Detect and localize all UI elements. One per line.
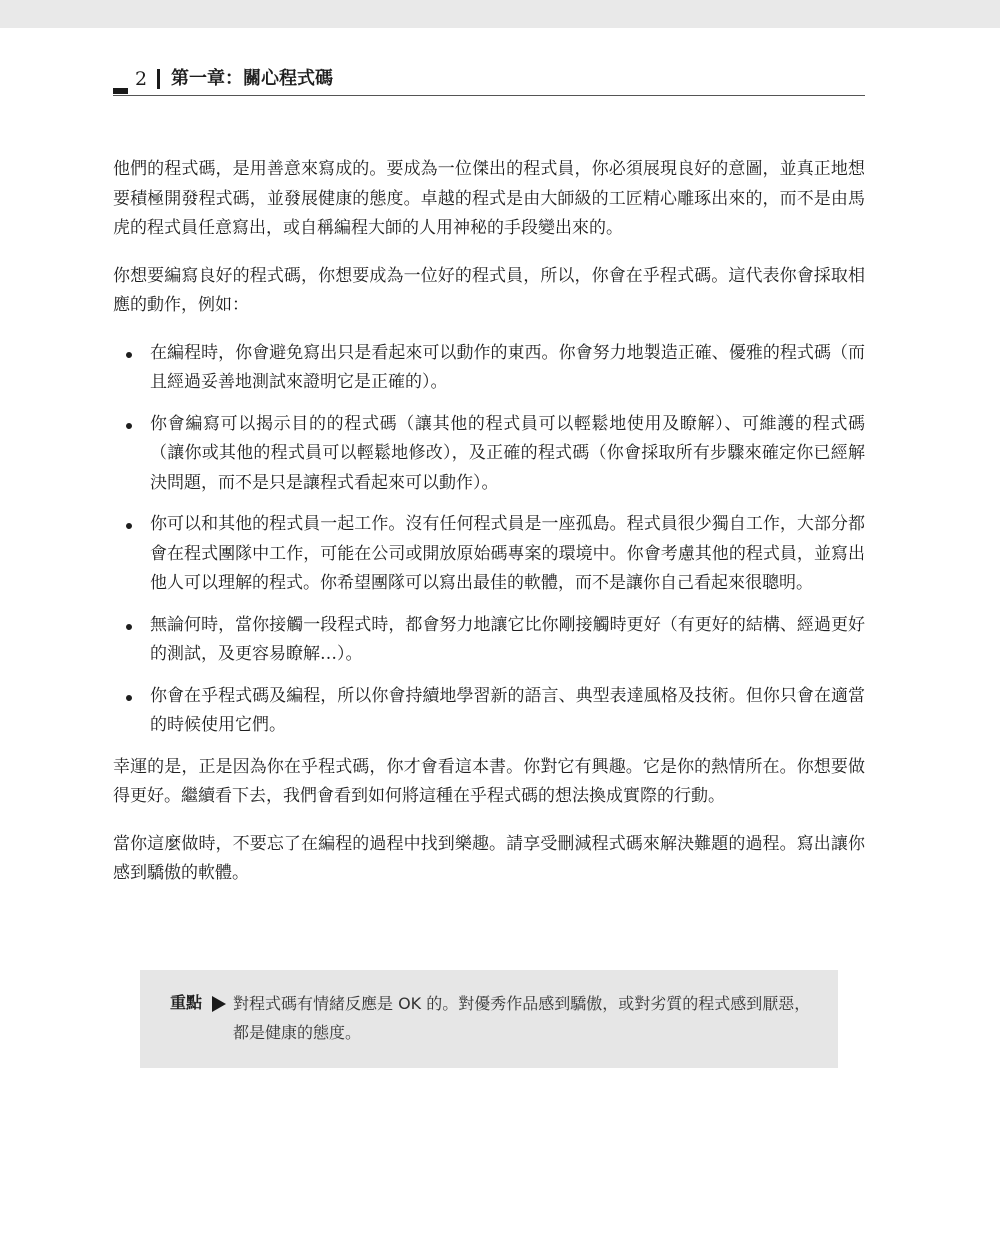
bullet-dot-icon: [126, 695, 132, 701]
list-item: [113, 682, 865, 741]
key-point-text: 對程式碼有情緒反應是 OK 的。對優秀作品感到驕傲，或對劣質的程式感到厭惡，都是健康的態度。: [233, 994, 811, 1042]
paragraph-intro: 他們的程式碼，是用善意來寫成的。要成為一位傑出的程式員，你必須展現良好的意圖，並真正地想要積極開發程式碼，並發展健康的態度。卓越的程式是由大師級的工匠精心雕琢出來的，而不是由馬虎的程式員任意寫出，或自稱編程大師的人用神秘的手段變出來的。: [113, 159, 865, 238]
list-item: [113, 611, 865, 670]
running-header: [113, 66, 865, 96]
list-item-text: 無論何時，當你接觸一段程式時，都會努力地讓它比你剛接觸時更好（有更好的結構、經過更好的測試，及更容易瞭解…）。: [150, 614, 865, 664]
key-point-box: [140, 970, 838, 1068]
paragraph-lucky: 幸運的是，正是因為你在乎程式碼，你才會看這本書。你對它有興趣。它是你的熱情所在。你想要做得更好。繼續看下去，我們會看到如何將這種在乎程式碼的想法換成實際的行動。: [113, 756, 865, 806]
bullet-list: [113, 339, 865, 741]
header-marker: [113, 88, 128, 94]
arrow-right-icon: [212, 996, 226, 1012]
bullet-dot-icon: [126, 624, 132, 630]
list-item-text: 在編程時，你會避免寫出只是看起來可以動作的東西。你會努力地製造正確、優雅的程式碼（而且經過妥善地測試來證明它是正確的）。: [150, 342, 865, 392]
paragraph-fun: 當你這麼做時，不要忘了在編程的過程中找到樂趣。請享受刪減程式碼來解決難題的過程。寫出讓你感到驕傲的軟體。: [113, 833, 865, 883]
list-item-text: 你可以和其他的程式員一起工作。沒有任何程式員是一座孤島。程式員很少獨自工作，大部分都會在程式團隊中工作，可能在公司或開放原始碼專案的環境中。你會考慮其他的程式員，並寫出他人可以理解的程式。你希望團隊可以寫出最佳的軟體，而不是讓你自己看起來很聰明。: [150, 514, 865, 593]
page-top-band: [0, 0, 1000, 28]
header-rule: [113, 95, 865, 96]
page-number: 2: [135, 68, 148, 90]
bullet-dot-icon: [126, 352, 132, 358]
list-item: [113, 510, 865, 599]
list-item-text: 你會在乎程式碼及編程，所以你會持續地學習新的語言、典型表達風格及技術。但你只會在適當的時候使用它們。: [150, 685, 865, 735]
paragraph-care: 你想要編寫良好的程式碼，你想要成為一位好的程式員，所以，你會在乎程式碼。這代表你會採取相應的動作，例如：: [113, 265, 865, 315]
header-separator: [157, 69, 160, 89]
body-text: [113, 155, 865, 907]
list-item: [113, 339, 865, 398]
bullet-dot-icon: [126, 523, 132, 529]
list-item: [113, 410, 865, 499]
bullet-dot-icon: [126, 423, 132, 429]
chapter-title: 第一章：關心程式碼: [171, 68, 333, 89]
list-item-text: 你會編寫可以揭示目的的程式碼（讓其他的程式員可以輕鬆地使用及瞭解）、可維護的程式碼（讓你或其他的程式員可以輕鬆地修改），及正確的程式碼（你會採取所有步驟來確定你已經解決問題，而不是只是讓程式看起來可以動作）。: [150, 413, 865, 493]
key-point-label: 重點: [170, 993, 203, 1012]
